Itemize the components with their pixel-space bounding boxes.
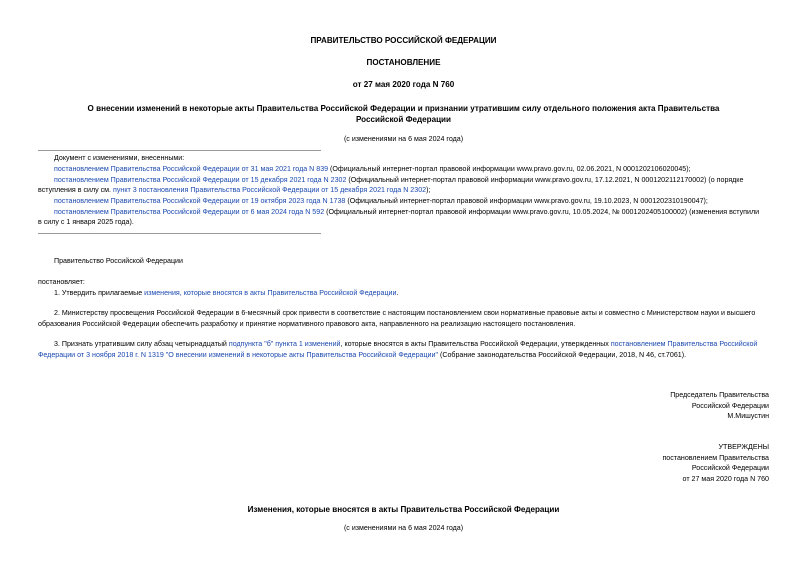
change-note-end: ); (426, 186, 431, 194)
document-type: ПОСТАНОВЛЕНИЕ (366, 58, 441, 67)
changes-link[interactable]: изменения, которые вносятся в акты Правительства Российской Федерации (144, 289, 397, 297)
paragraph-1-end: . (396, 289, 399, 297)
divider-bottom (38, 233, 321, 234)
change-item-continuation: в силу с 1 января 2025 года). (38, 218, 134, 226)
change-link[interactable]: постановлением Правительства Российской Федерации от 19 октября 2023 года N 1738 (54, 197, 346, 205)
approval-block (662, 442, 769, 484)
paragraph-3 (38, 339, 769, 360)
signature-name: М.Мишустин (727, 412, 769, 420)
changes-intro: Документ с изменениями, внесенными: (54, 154, 185, 162)
change-link[interactable]: постановлением Правительства Российской Федерации от 6 мая 2024 года N 592 (54, 208, 325, 216)
change-item (54, 175, 743, 186)
signature-org: Российской Федерации (691, 401, 769, 410)
government-heading: ПРАВИТЕЛЬСТВО РОССИЙСКОЙ ФЕДЕРАЦИИ (310, 36, 497, 45)
change-note: вступления в силу см. (38, 186, 114, 194)
change-link[interactable]: постановлением Правительства Российской Федерации от 31 мая 2021 года N 839 (54, 165, 329, 173)
paragraph-2: 2. Министерству просвещения Российской Федерации в 6-месячный срок привести в соответствие с настоящим постановлением свои нормативные правовые акты и совместно с Министерством науки и высшего образования Российской Федерации обеспечить разработку и принятие нормативного правового акта, направленного на реализацию настоящего постановления. (38, 309, 756, 328)
appendix-edition-note: (с изменениями на 6 мая 2024 года) (343, 524, 464, 532)
document-date-number: от 27 мая 2020 года N 760 (352, 80, 455, 89)
change-source: (Официальный интернет-портал правовой информации www.pravo.gov.ru, 10.05.2024, № 0001202405100002) (изменения вступили (324, 208, 760, 216)
paragraph-3-text: 3. Признать утратившим силу абзац четырнадцатый (54, 340, 229, 348)
paragraph-3-end: (Собрание законодательства Российской Федерации, 2018, N 46, ст.7061). (438, 350, 687, 359)
change-note-link[interactable]: пункт 3 постановления Правительства Российской Федерации от 15 декабря 2021 года N 2302 (113, 186, 427, 194)
paragraph-3-mid: , которые вносятся в акты Правительства Российской Федерации, утвержденных (340, 340, 611, 348)
change-link[interactable]: постановлением Правительства Российской Федерации от 15 декабря 2021 года N 2302 (54, 176, 347, 184)
change-item (54, 196, 708, 207)
document-title-line1: О внесении изменений в некоторые акты Правительства Российской Федерации и признании утратившим силу отдельного положения акта Правительства (87, 104, 720, 113)
approval-title: УТВЕРЖДЕНЫ (718, 443, 769, 451)
change-item-continuation (38, 185, 430, 196)
government-name: Правительство Российской Федерации (54, 257, 183, 265)
signature-title: Председатель Правительства (670, 391, 769, 399)
signature-block (670, 390, 769, 422)
divider-top (38, 150, 321, 151)
change-source: (Официальный интернет-портал правовой информации www.pravo.gov.ru, 17.12.2021, N 0001202112170002) (о порядке (346, 176, 744, 184)
approval-line: от 27 мая 2020 года N 760 (682, 474, 769, 483)
edition-note: (с изменениями на 6 мая 2024 года) (343, 135, 464, 143)
resolves-label: постановляет: (38, 278, 85, 286)
change-source: (Официальный интернет-портал правовой информации www.pravo.gov.ru, 02.06.2021, N 0001202106020045); (328, 165, 691, 173)
paragraph-1-text: 1. Утвердить прилагаемые (54, 289, 145, 297)
resolution-1319-link[interactable]: постановлением Правительства Российской Федерации от 3 ноября 2018 г. N 1319 "О внесении изменений в некоторые акты Правительства Российской Федерации" (38, 340, 758, 359)
change-item (54, 164, 691, 175)
document-title-line2: Российской Федерации (355, 115, 452, 124)
appendix-title: Изменения, которые вносятся в акты Правительства Российской Федерации (247, 505, 560, 514)
subparagraph-link[interactable]: подпункта "б" пункта 1 изменений (228, 340, 341, 348)
change-item (54, 207, 759, 218)
approval-line: постановлением Правительства (662, 453, 769, 462)
paragraph-1 (54, 288, 398, 299)
change-source: (Официальный интернет-портал правовой информации www.pravo.gov.ru, 19.10.2023, N 0001202310190047); (345, 197, 708, 205)
approval-line: Российской Федерации (691, 464, 769, 472)
